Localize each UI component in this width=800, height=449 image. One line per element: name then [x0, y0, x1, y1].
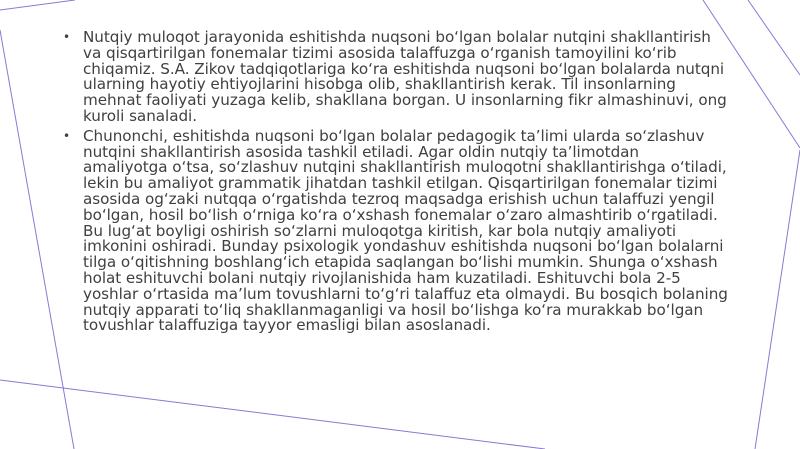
paragraph-text: Nutqiy muloqot jarayonida eshitishda nuqsoni bo‘lgan bolalar nutqini shakllantirish va qisqartirilgan fonemalar tizimi asosida talaffuzga o‘rganish tamoyilini ko‘rib chiqamiz. S.A. Zikov tadqiqotlariga ko‘ra eshitishda nuqsoni bo‘lgan bolalarda nutqni ularning hayotiy ehtiyojlarini hisobga olib, shakllantirish kerak. Til insonlarning mehnat faoliyati yuzaga kelib, shakllana borgan. U insonlarning fikr almashinuvi, ong kuroli sanaladi. — [83, 28, 727, 125]
bullet-paragraph-2 — [63, 126, 728, 335]
bullet-icon: • — [63, 128, 71, 143]
decor-line-right — [755, 150, 800, 449]
bullet-paragraph-1 — [63, 30, 728, 125]
decor-line-top-right-2 — [748, 0, 800, 75]
decor-line-bottom — [0, 380, 545, 449]
decor-line-top-left — [0, 0, 75, 10]
slide-content — [63, 30, 728, 338]
paragraph-text: Chunonchi, eshitishda nuqsoni bo‘lgan bolalar pedagogik ta’limi ularda so‘zlashuv nutqini shakllantirish asosida tashkil etiladi. Agar oldin nutqiy ta’limotdan amaliyotga o‘tsa, so‘zlashuv nutqini shakllantirish muloqotni shakllantirishga o‘tiladi, lekin bu amaliyot grammatik jihatdan tashkil etilgan. Qisqartirilgan fonemalar tizimi asosida og‘zaki nutqqa o‘rgatishda tezroq maqsadga erishish uchun talaffuzi yengil bo‘lgan, hosil bo‘lish o‘rniga ko‘ra o‘xshash fonemalar o‘zaro almashtirib o‘rgatiladi. Bu lug‘at boyligi oshirish so‘zlarni muloqotga kiritish, kar bola nutqiy amaliyoti imkonini oshiradi. Bunday psixologik yondashuv eshitishda nuqsoni bo‘lgan bolalarni tilga o‘qitishning boshlang‘ich etapida saqlangan bo‘lishi mumkin. Shunga o‘xshash holat eshituvchi bolani nutqiy rivojlanishida ham kuzatiladi. Eshituvchi bola 2-5 yoshlar o‘rtasida ma’lum tovushlarni to‘g‘ri talaffuz eta olmaydi. Bu bosqich bolaning nutqiy apparati to‘liq shakllanmaganligi va hosil bo‘lishga ko‘ra murakkab bo‘lgan tovushlar talaffuziga tayyor emasligi bilan asoslanadi. — [83, 126, 728, 335]
bullet-icon: • — [63, 30, 71, 44]
